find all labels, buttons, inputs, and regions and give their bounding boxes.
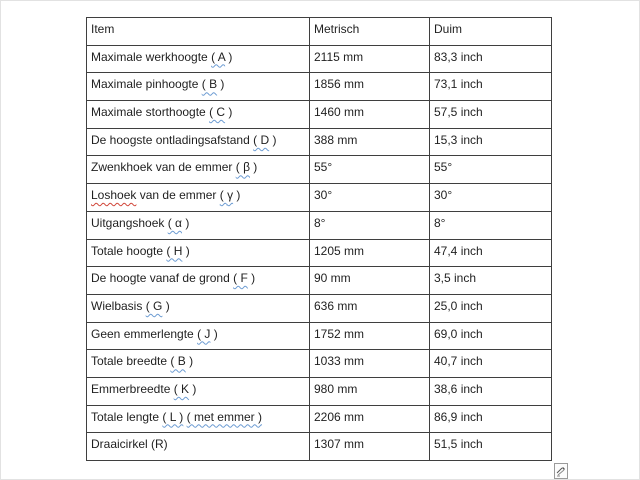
item-text: ) — [185, 354, 194, 369]
metric-cell: 8° — [310, 211, 430, 239]
table-row — [87, 322, 552, 350]
item-text-squiggle-blue: ( J — [197, 326, 211, 341]
item-text: Totale hoogte — [91, 243, 167, 258]
inch-cell: 30° — [430, 184, 552, 212]
inch-cell: 3,5 inch — [430, 267, 552, 295]
item-text: De hoogste ontladingsafstand — [91, 132, 254, 147]
item-text: Maximale werkhoogte — [91, 49, 212, 64]
item-text: ) — [233, 188, 241, 203]
table-row — [87, 156, 552, 184]
item-text: ) — [182, 215, 190, 230]
table-row — [87, 45, 552, 73]
item-cell — [87, 377, 310, 405]
item-cell — [87, 211, 310, 239]
item-cell — [87, 294, 310, 322]
item-text-squiggle-blue: ( H — [166, 243, 183, 258]
pencil-glyph — [556, 465, 566, 477]
table-resize-pencil-icon[interactable] — [554, 463, 568, 479]
inch-cell: 40,7 inch — [430, 350, 552, 378]
item-text-squiggle-blue: ( γ — [219, 188, 234, 203]
item-text-squiggle-blue: ( K — [173, 381, 190, 396]
item-text: Uitgangshoek — [91, 215, 168, 230]
spec-table-body — [87, 45, 552, 460]
item-text: ) — [225, 105, 233, 120]
inch-cell: 47,4 inch — [430, 239, 552, 267]
table-row — [87, 184, 552, 212]
metric-cell: 1307 mm — [310, 433, 430, 461]
metric-cell: 388 mm — [310, 128, 430, 156]
item-text: De hoogte vanaf de grond — [91, 271, 234, 286]
item-cell — [87, 350, 310, 378]
table-row — [87, 101, 552, 129]
inch-cell: 15,3 inch — [430, 128, 552, 156]
metric-cell: 2115 mm — [310, 45, 430, 73]
item-text: ) — [249, 160, 258, 175]
header-metric: Metrisch — [310, 18, 430, 46]
item-text: Emmerbreedte — [91, 381, 174, 396]
header-item: Item — [87, 18, 310, 46]
metric-cell: 980 mm — [310, 377, 430, 405]
inch-cell: 83,3 inch — [430, 45, 552, 73]
table-row — [87, 128, 552, 156]
item-text-squiggle-blue: ( A — [211, 49, 226, 64]
item-cell — [87, 433, 310, 461]
inch-cell: 57,5 inch — [430, 101, 552, 129]
item-text-squiggle-blue: ( B — [170, 354, 186, 369]
table-header-row — [87, 18, 552, 46]
inch-cell: 8° — [430, 211, 552, 239]
item-text: ) — [217, 77, 225, 92]
item-cell — [87, 405, 310, 433]
item-text-squiggle-blue: ( C — [209, 105, 226, 120]
table-row — [87, 377, 552, 405]
table-row — [87, 405, 552, 433]
item-text: Geen emmerlengte — [91, 326, 198, 341]
item-cell — [87, 73, 310, 101]
item-text-squiggle-blue: ( L ) — [162, 409, 184, 424]
item-text: Totale breedte — [91, 354, 171, 369]
item-text: Wielbasis — [91, 298, 146, 313]
metric-cell: 2206 mm — [310, 405, 430, 433]
item-text: ) — [162, 298, 170, 313]
item-text: Draaicirkel (R) — [91, 437, 168, 452]
item-cell — [87, 45, 310, 73]
header-inch: Duim — [430, 18, 552, 46]
item-cell — [87, 322, 310, 350]
inch-cell: 51,5 inch — [430, 433, 552, 461]
metric-cell: 1752 mm — [310, 322, 430, 350]
item-text: ) — [225, 49, 233, 64]
metric-cell: 1460 mm — [310, 101, 430, 129]
metric-cell: 1033 mm — [310, 350, 430, 378]
inch-cell: 73,1 inch — [430, 73, 552, 101]
table-row — [87, 239, 552, 267]
item-text: ) — [182, 243, 190, 258]
item-cell — [87, 267, 310, 295]
item-text: Zwenkhoek van de emmer — [91, 160, 236, 175]
inch-cell: 25,0 inch — [430, 294, 552, 322]
table-row — [87, 433, 552, 461]
item-cell — [87, 239, 310, 267]
item-cell — [87, 184, 310, 212]
table-row — [87, 294, 552, 322]
item-text: Totale lengte — [91, 409, 163, 424]
metric-cell: 636 mm — [310, 294, 430, 322]
metric-cell: 1856 mm — [310, 73, 430, 101]
item-text: ) — [210, 326, 218, 341]
item-cell — [87, 128, 310, 156]
item-text-squiggle-blue: ( B — [201, 77, 218, 92]
item-text: ) — [247, 271, 256, 286]
inch-cell: 69,0 inch — [430, 322, 552, 350]
item-text-squiggle-blue: ( met emmer ) — [186, 409, 262, 424]
item-cell — [87, 156, 310, 184]
item-text: ) — [269, 132, 277, 147]
item-text-squiggle-blue: ( α — [167, 215, 182, 230]
item-text-squiggle-blue: ( F — [233, 271, 248, 286]
item-text-squiggle-blue: ( G — [145, 298, 163, 313]
table-row — [87, 267, 552, 295]
item-text: van de emmer — [136, 188, 220, 203]
item-text-squiggle-blue: ( D — [253, 132, 270, 147]
item-text-squiggle-blue: ( β — [235, 160, 250, 175]
metric-cell: 30° — [310, 184, 430, 212]
item-text: ) — [189, 381, 197, 396]
metric-cell: 1205 mm — [310, 239, 430, 267]
table-row — [87, 211, 552, 239]
metric-cell: 90 mm — [310, 267, 430, 295]
inch-cell: 55° — [430, 156, 552, 184]
item-cell — [87, 101, 310, 129]
item-text: Maximale pinhoogte — [91, 77, 202, 92]
inch-cell: 38,6 inch — [430, 377, 552, 405]
item-text-squiggle-red: Loshoek — [91, 188, 137, 203]
inch-cell: 86,9 inch — [430, 405, 552, 433]
item-text: Maximale storthoogte — [91, 105, 210, 120]
metric-cell: 55° — [310, 156, 430, 184]
spec-table — [86, 17, 552, 461]
table-row — [87, 350, 552, 378]
table-row — [87, 73, 552, 101]
